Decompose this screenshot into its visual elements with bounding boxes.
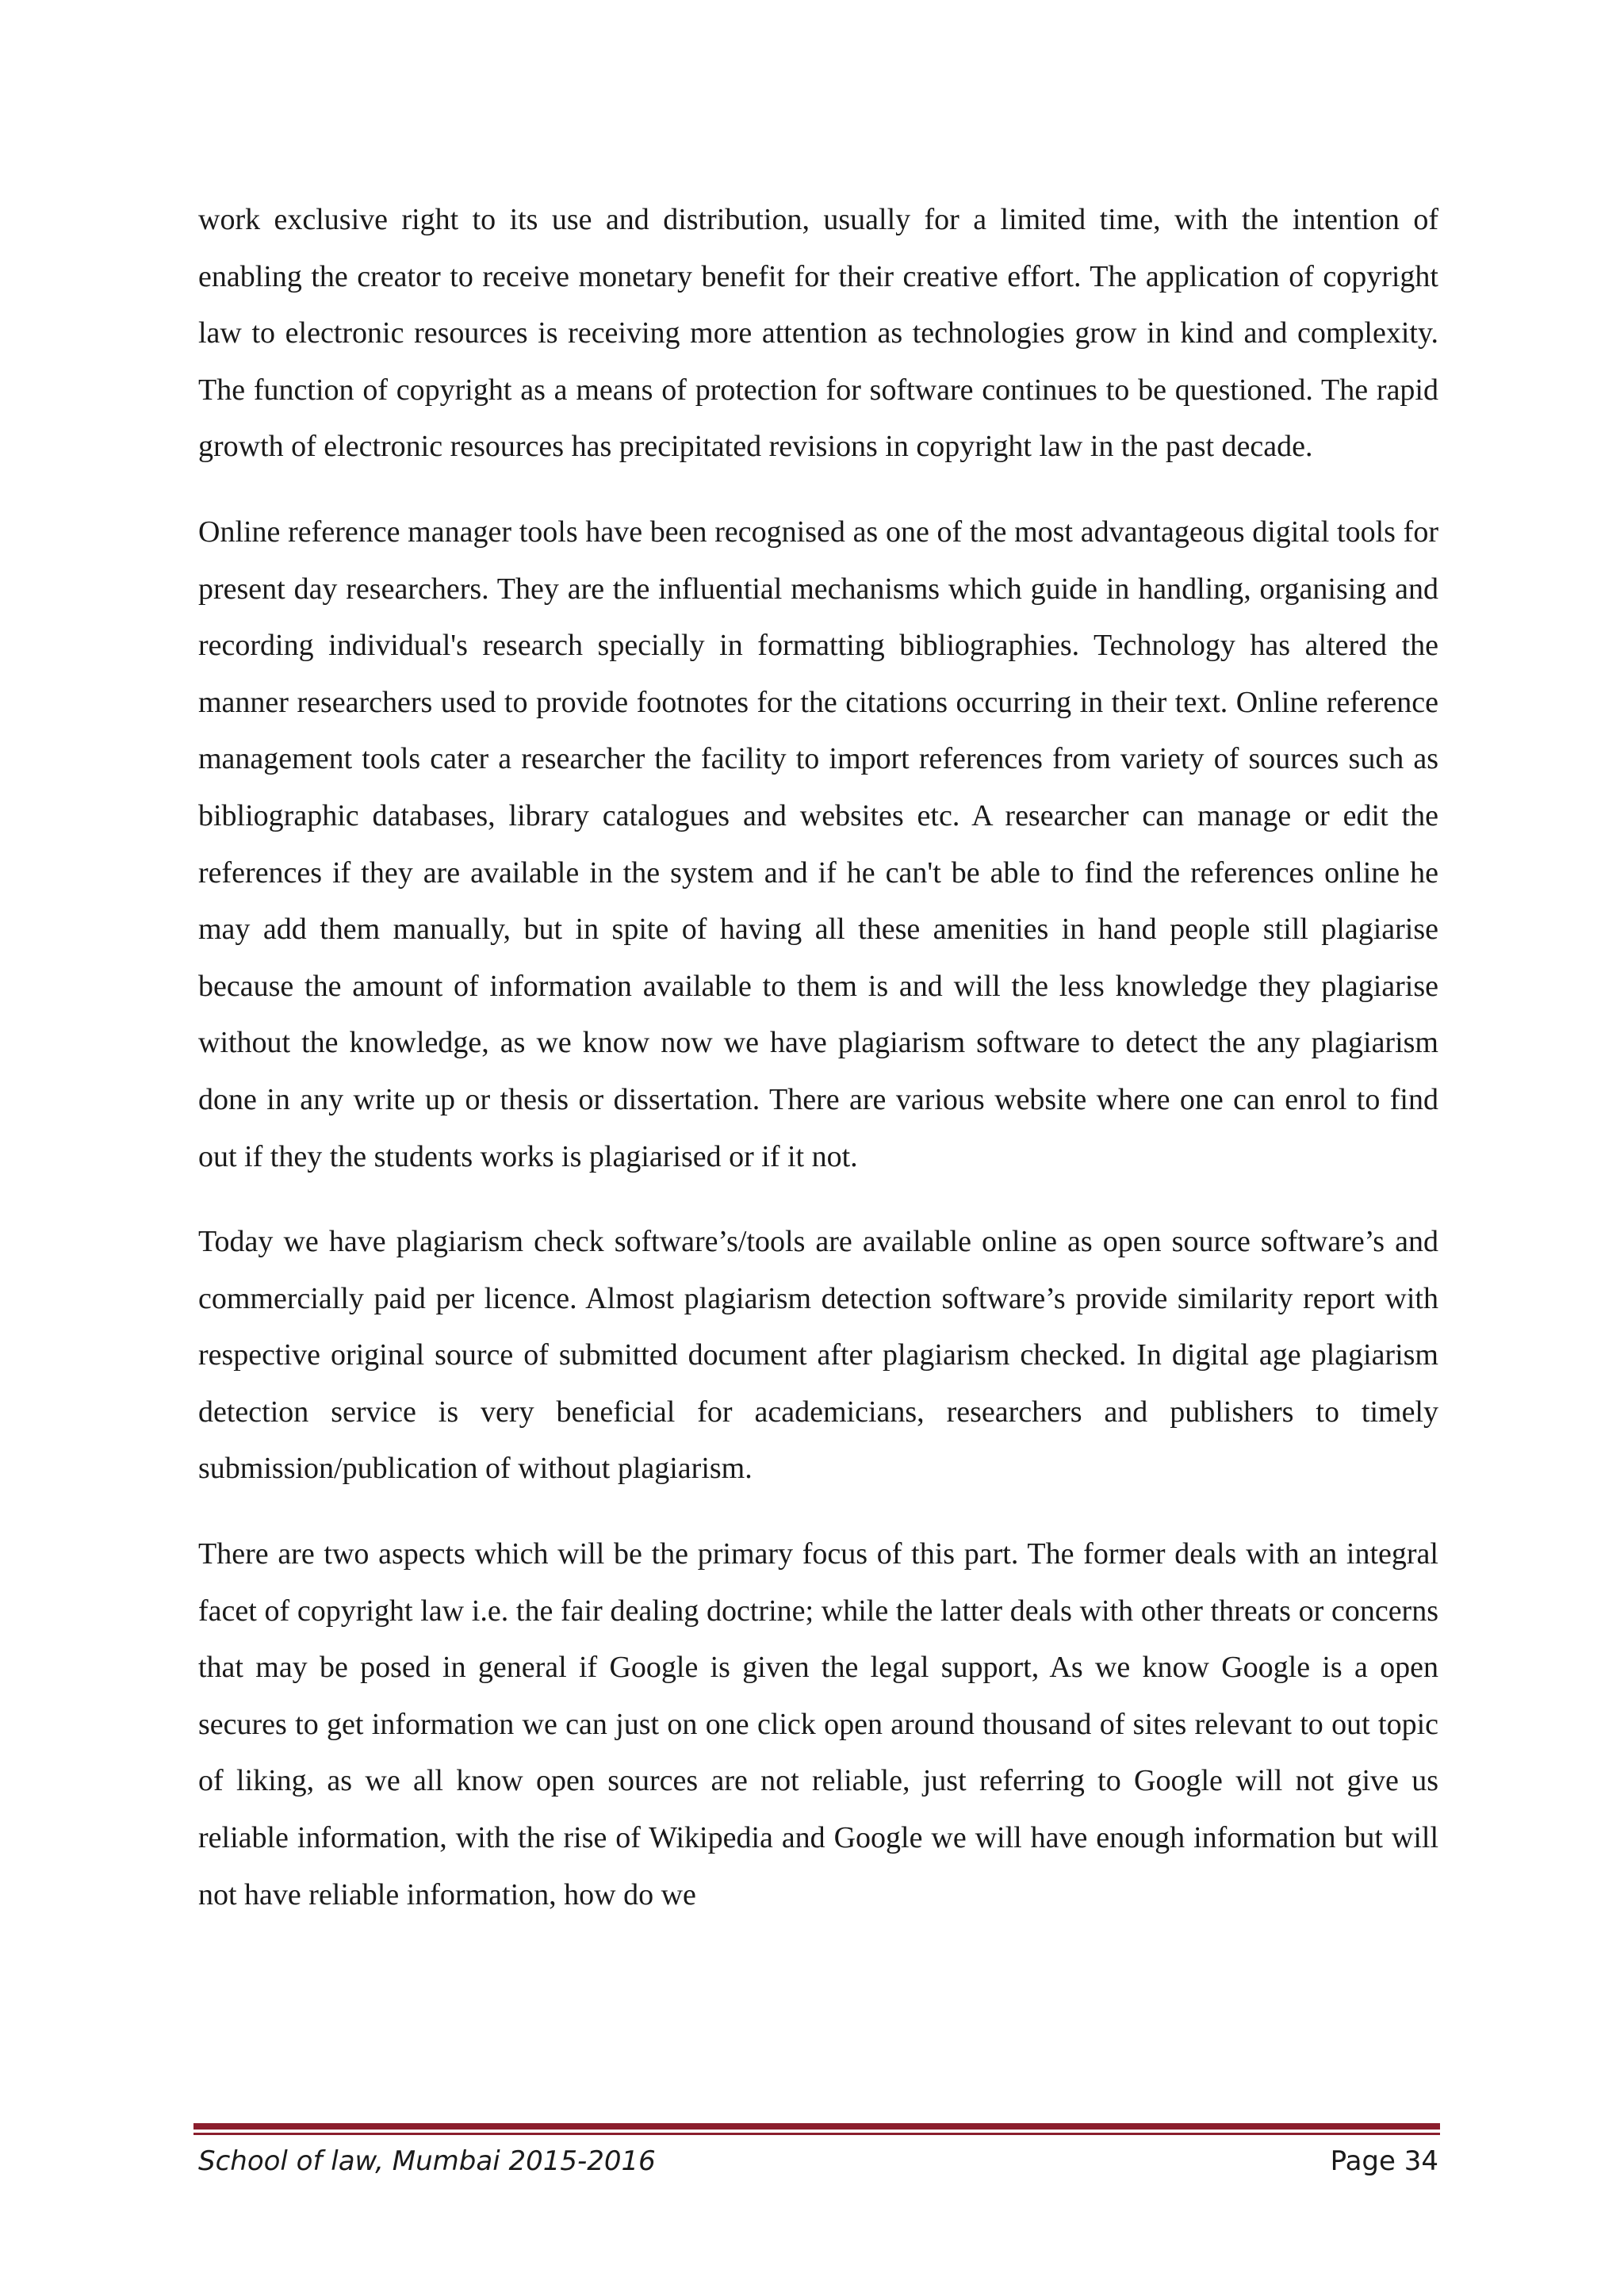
page-footer	[198, 2145, 1438, 2190]
footer-rule-thick	[193, 2123, 1440, 2130]
paragraph-plagiarism-software: Today we have plagiarism check software’s/tools are available online as open source software’s and commercially paid per licence. Almost plagiarism detection software’s provide similarity report with respective original source of submitted document after plagiarism checked. In digital age plagiarism detection service is very beneficial for academicians, researchers and publishers to timely submission/publication of without plagiarism.	[198, 1225, 1438, 1486]
body-text	[198, 192, 1438, 1952]
paragraph-reference-managers: Online reference manager tools have been recognised as one of the most advantageous digital tools for present day researchers. They are the influential mechanisms which guide in handling, organising and recording individual's research specially in formatting bibliographies. Technology has altered the manner researchers used to provide footnotes for the citations occurring in their text. Online reference management tools cater a researcher the facility to import references from variety of sources such as bibliographic databases, library catalogues and websites etc. A researcher can manage or edit the references if they are available in the system and if he can't be able to find the references online he may add them manually, but in spite of having all these amenities in hand people still plagiarise because the amount of information available to them is and will the less knowledge they plagiarise without the knowledge, as we know now we have plagiarism software to detect the any plagiarism done in any write up or thesis or dissertation. There are various website where one can enrol to find out if they the students works is plagiarised or if it not.	[198, 515, 1438, 1173]
paragraph-two-aspects: There are two aspects which will be the primary focus of this part. The former deals with an integral facet of copyright law i.e. the fair dealing doctrine; while the latter deals with other threats or concerns that may be posed in general if Google is given the legal support, As we know Google is a open secures to get information we can just on one click open around thousand of sites relevant to out topic of liking, as we all know open sources are not reliable, just referring to Google will not give us reliable information, with the rise of Wikipedia and Google we will have enough information but will not have reliable information, how do we	[198, 1537, 1438, 1911]
footer-rule-thin	[193, 2133, 1440, 2135]
footer-school-label: School of law, Mumbai 2015-2016	[198, 2145, 656, 2177]
paragraph-copyright-law: work exclusive right to its use and distribution, usually for a limited time, with the intention of enabling the creator to receive monetary benefit for their creative effort. The application of copyright law to electronic resources is receiving more attention as technologies grow in kind and complexity. The function of copyright as a means of protection for software continues to be questioned. The rapid growth of electronic resources has precipitated revisions in copyright law in the past decade.	[198, 203, 1438, 464]
page-number: Page 34	[1330, 2145, 1438, 2177]
